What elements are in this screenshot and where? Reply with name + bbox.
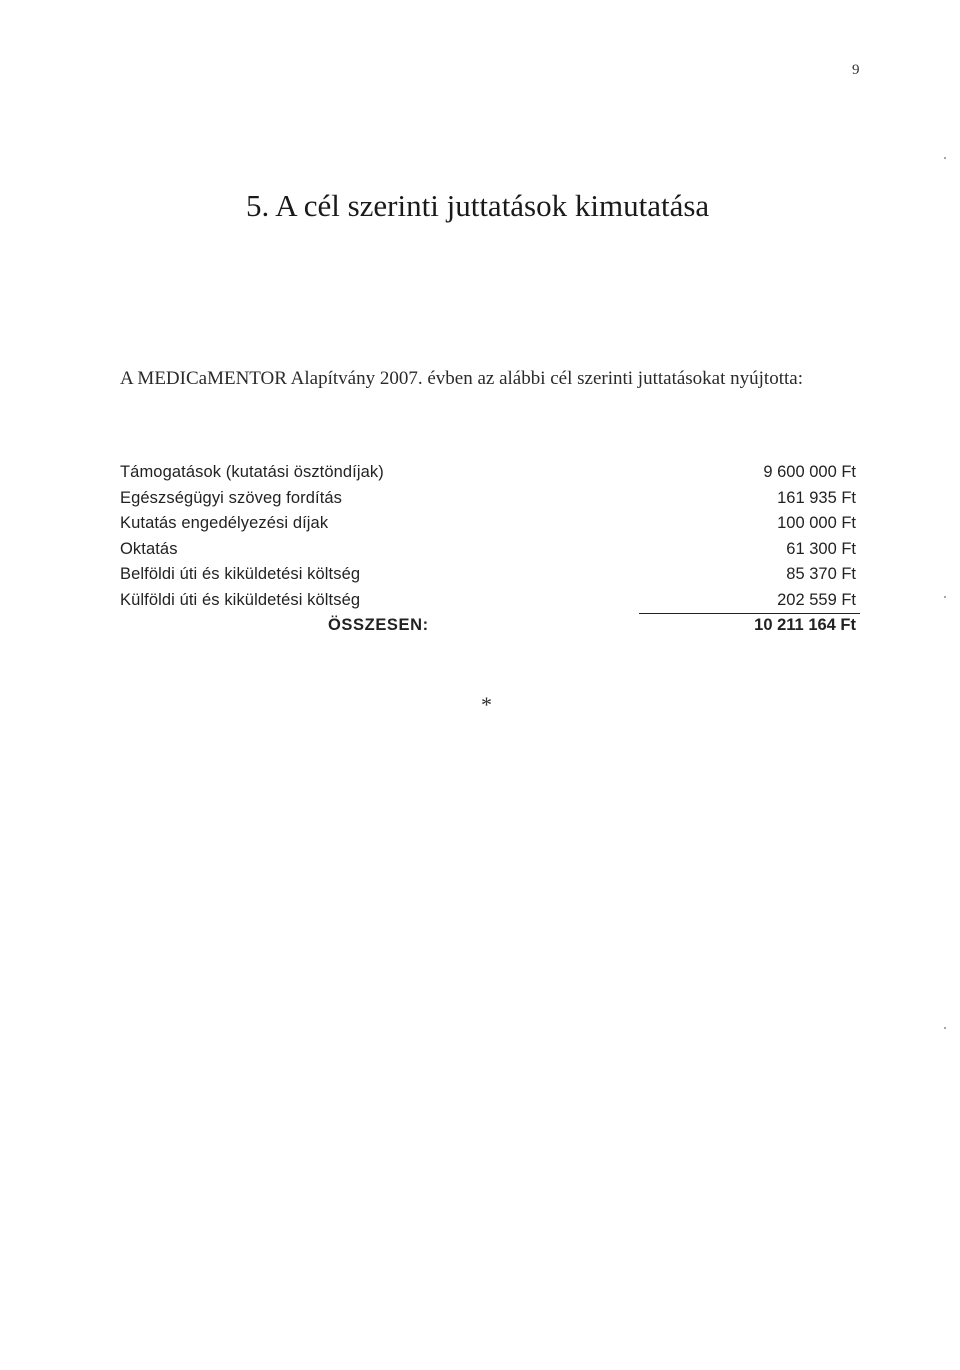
expense-row (120, 537, 860, 563)
expense-amount: 161 935 Ft (777, 488, 856, 507)
intro-paragraph: A MEDICaMENTOR Alapítvány 2007. évben az alábbi cél szerinti juttatásokat nyújtotta: (120, 368, 803, 389)
expense-row (120, 511, 860, 537)
page-number: 9 (852, 62, 860, 78)
expense-label: Támogatások (kutatási ösztöndíjak) (120, 463, 384, 481)
expense-label: Egészségügyi szöveg fordítás (120, 488, 343, 507)
expense-row (120, 562, 860, 588)
asterisk-separator: * (481, 692, 492, 717)
expense-amount: 9 600 000 Ft (763, 463, 856, 481)
total-amount: 10 211 164 Ft (754, 616, 856, 634)
expense-label: Oktatás (120, 539, 178, 558)
section-heading: 5. A cél szerinti juttatások kimutatása (246, 188, 710, 223)
scan-speck (944, 157, 946, 159)
expense-label: Külföldi úti és kiküldetési költség (120, 590, 361, 609)
expense-amount: 100 000 Ft (777, 514, 856, 532)
expense-amount: 61 300 Ft (786, 539, 856, 558)
expense-label: Belföldi úti és kiküldetési költség (120, 565, 361, 583)
expense-amount: 85 370 Ft (786, 565, 856, 583)
total-label: ÖSSZESEN: (328, 616, 429, 634)
expense-label: Kutatás engedélyezési díjak (120, 514, 329, 532)
expense-table (120, 460, 860, 639)
total-row (120, 613, 860, 639)
scan-speck (944, 1027, 946, 1029)
expense-row (120, 588, 860, 614)
expense-row (120, 460, 860, 486)
expense-row (120, 486, 860, 512)
expense-amount: 202 559 Ft (777, 590, 856, 609)
scan-speck (944, 596, 946, 598)
subtotal-underline (639, 588, 860, 615)
